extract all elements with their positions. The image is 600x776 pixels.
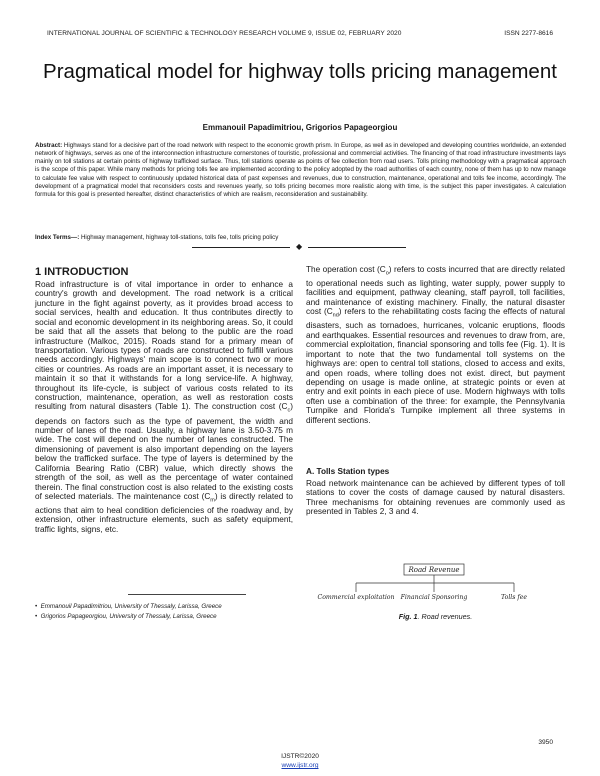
footnote-text: Emmanouil Papadimitriou, University of Thessaly, Larissa, Greece — [40, 603, 222, 610]
subscript-o: o — [385, 270, 389, 277]
authors: Emmanouil Papadimitriou, Grigorios Papageorgiou — [202, 123, 398, 132]
intro-text-3: ) is directly related to actions that aim to heal condition deficiencies of the roadway and, by extension, other infrastructure elements, such as safety equipment, traffic lights, signs, etc. — [35, 491, 293, 534]
intro-left-column — [35, 280, 293, 534]
index-terms-label: Index Terms — [35, 234, 71, 241]
subsection-heading-toll-types: A. Tolls Station types — [306, 467, 390, 476]
subscript-m: m — [210, 497, 215, 504]
footer-website — [0, 762, 600, 769]
abstract-label: Abstract: — [35, 142, 63, 149]
figure-caption-text: . Road revenues. — [417, 612, 473, 621]
footer-copyright: IJSTR©2020 — [281, 753, 319, 760]
intro-text-6: ) refers to the rehabilitating costs facing the effects of natural disasters, such as tornadoes, hurricanes, volcanic eruptions, floods and earthquakes. Essential resources and revenues to draw from, are, commercial exploitation, financial sponsoring and tolls fee (Fig. 1). It is important to note that the two fundamental toll systems on the highways are: open to central toll stations, closed to access and exits, and open roads, where tolling does not exist. direct, but payment depending on usage is made online, at strategic points or even at entry and exit points in each piece of use. Modern highways with tolls often use a combination of the three: for example, the Pennsylvania Turnpike and Florida's Turnpike implement all three systems in different sections. — [306, 307, 565, 425]
section-heading-introduction: 1 INTRODUCTION — [35, 266, 129, 278]
issn-header: ISSN 2277-8616 — [504, 30, 553, 37]
website-link[interactable]: www.ijstr.org — [281, 762, 319, 769]
footnote-item: • Emmanouil Papadimitriou, University of Thessaly, Larissa, Greece — [35, 603, 222, 610]
figure-caption-label: Fig. 1 — [398, 612, 418, 621]
page-number: 3950 — [538, 739, 553, 746]
abstract — [35, 142, 566, 199]
subscript-nd: nd — [332, 312, 339, 319]
index-terms — [35, 234, 566, 242]
toll-types-paragraph: Road network maintenance can be achieved by different types of toll stations to cover the costs of damage caused by natural disasters. Three mechanisms for obtaining revenues are commonly used as presented in Tables 2, 3 and 4. — [306, 479, 565, 517]
diagram-child-financial: Financial Sponsoring — [400, 594, 468, 601]
diagram-root: Road Revenue — [408, 566, 460, 574]
divider-right — [308, 247, 406, 248]
abstract-text: Highways stand for a decisive part of the road network with respect to the economic growth prism. In Europe, as well as in developed and developing countries worldwide, an extended network of highways, serves as one of the interconnection infrastructure cornerstones of touristic, professional and commercial activities. The financing of that road infrastructure investments lays mainly on toll stations at certain points of highway trafficked surface. Thus, toll stations operate as points of fee collection from road users. Tolls pricing methodology with a pragmatical approach is the scope of this paper. While many methods for pricing tolls fee are implemented according to the policy adopted by the road authorities of each country, none of them has up to now manage to calculate fee value with respect to continuously updated historical data of past expenses and revenues, due to construction, maintenance, operational and tolls fee income, accordingly. The development of a pragmatical model that reconsiders costs and revenues yearly, so tolls pricing becomes more realistic along with time, is the subject this paper investigates. A calculation formula for this goal is presented hereafter, distinct characteristics of which are realism, reconsideration and sustainability. — [35, 142, 566, 198]
diagram-child-commercial: Commercial exploitation — [317, 594, 395, 601]
footnote-rule — [128, 594, 246, 595]
index-terms-suffix: —: — [71, 234, 81, 241]
divider-left — [192, 247, 290, 248]
intro-text-4: The operation cost (C — [306, 265, 386, 274]
intro-text-2: ) depends on factors such as the type of pavement, the width and number of lanes of the road. Usually, a highway lane is 3.50-3.75 m wide. The cost will depend on the number of lanes constructed. The dimensioning of pavement is also important depending on the layers below the trafficked surface. The type of layers is determined by the California Bearing Ratio (CBR) value, which directly shows the strength of the soil, as well as the percentage of water contained therein. The final construction cost is also related to the existing costs of selected materials. The maintenance cost (C — [35, 402, 293, 501]
index-terms-text: Highway management, highway toll-stations, tolls fee, tolls pricing policy — [80, 234, 279, 241]
figure-caption — [306, 612, 565, 621]
intro-text-1: Road infrastructure is of vital importance in order to enhance a country's growth and development. The road network is a critical juncture in the fight against poverty, as it provides broad access to social services, health and education. It thus contributes directly to social and economic development in its neighboring areas. So, it could be said that all the assets that belong to the public are the road infrastructure (Malkoc, 2015). Roads stand for a primary mean of transportation. Various types of roads are constructed to fulfill various needs accordingly. Highways' main scope is to connect two or more cities or countries. As roads are an important asset, it is necessary to maintain it so that it withstands for a long service-life. A highway, throughout its life-cycle, is subject of various costs related to its construction, maintenance, operation, as well as restoration costs resulting from natural disasters (Table 1). The construction cost (C — [35, 280, 293, 412]
footnote-item: • Grigorios Papageorgiou, University of Thessaly, Larissa, Greece — [35, 612, 217, 620]
author-affiliations — [35, 602, 293, 621]
subscript-c: c — [287, 408, 291, 415]
road-revenue-diagram — [306, 557, 565, 609]
divider-diamond: ◆ — [296, 242, 303, 251]
diagram-child-tolls: Tolls fee — [500, 594, 528, 601]
journal-header: INTERNATIONAL JOURNAL OF SCIENTIFIC & TECHNOLOGY RESEARCH VOLUME 9, ISSUE 02, FEBRUARY 2020 — [47, 30, 402, 37]
footnote-text: Grigorios Papageorgiou, University of Thessaly, Larissa, Greece — [40, 612, 217, 620]
paper-title: Pragmatical model for highway tolls pricing management — [43, 60, 557, 83]
intro-text-5: ) refers to costs incurred that are directly related to operational needs such as lighting, water supply, power supply to facilities and equipment, pathway cleaning, staff payroll, toll facilities, and maintenance of existing machinery. Finally, the natural disaster cost (C — [306, 265, 565, 317]
intro-right-column — [306, 265, 565, 425]
